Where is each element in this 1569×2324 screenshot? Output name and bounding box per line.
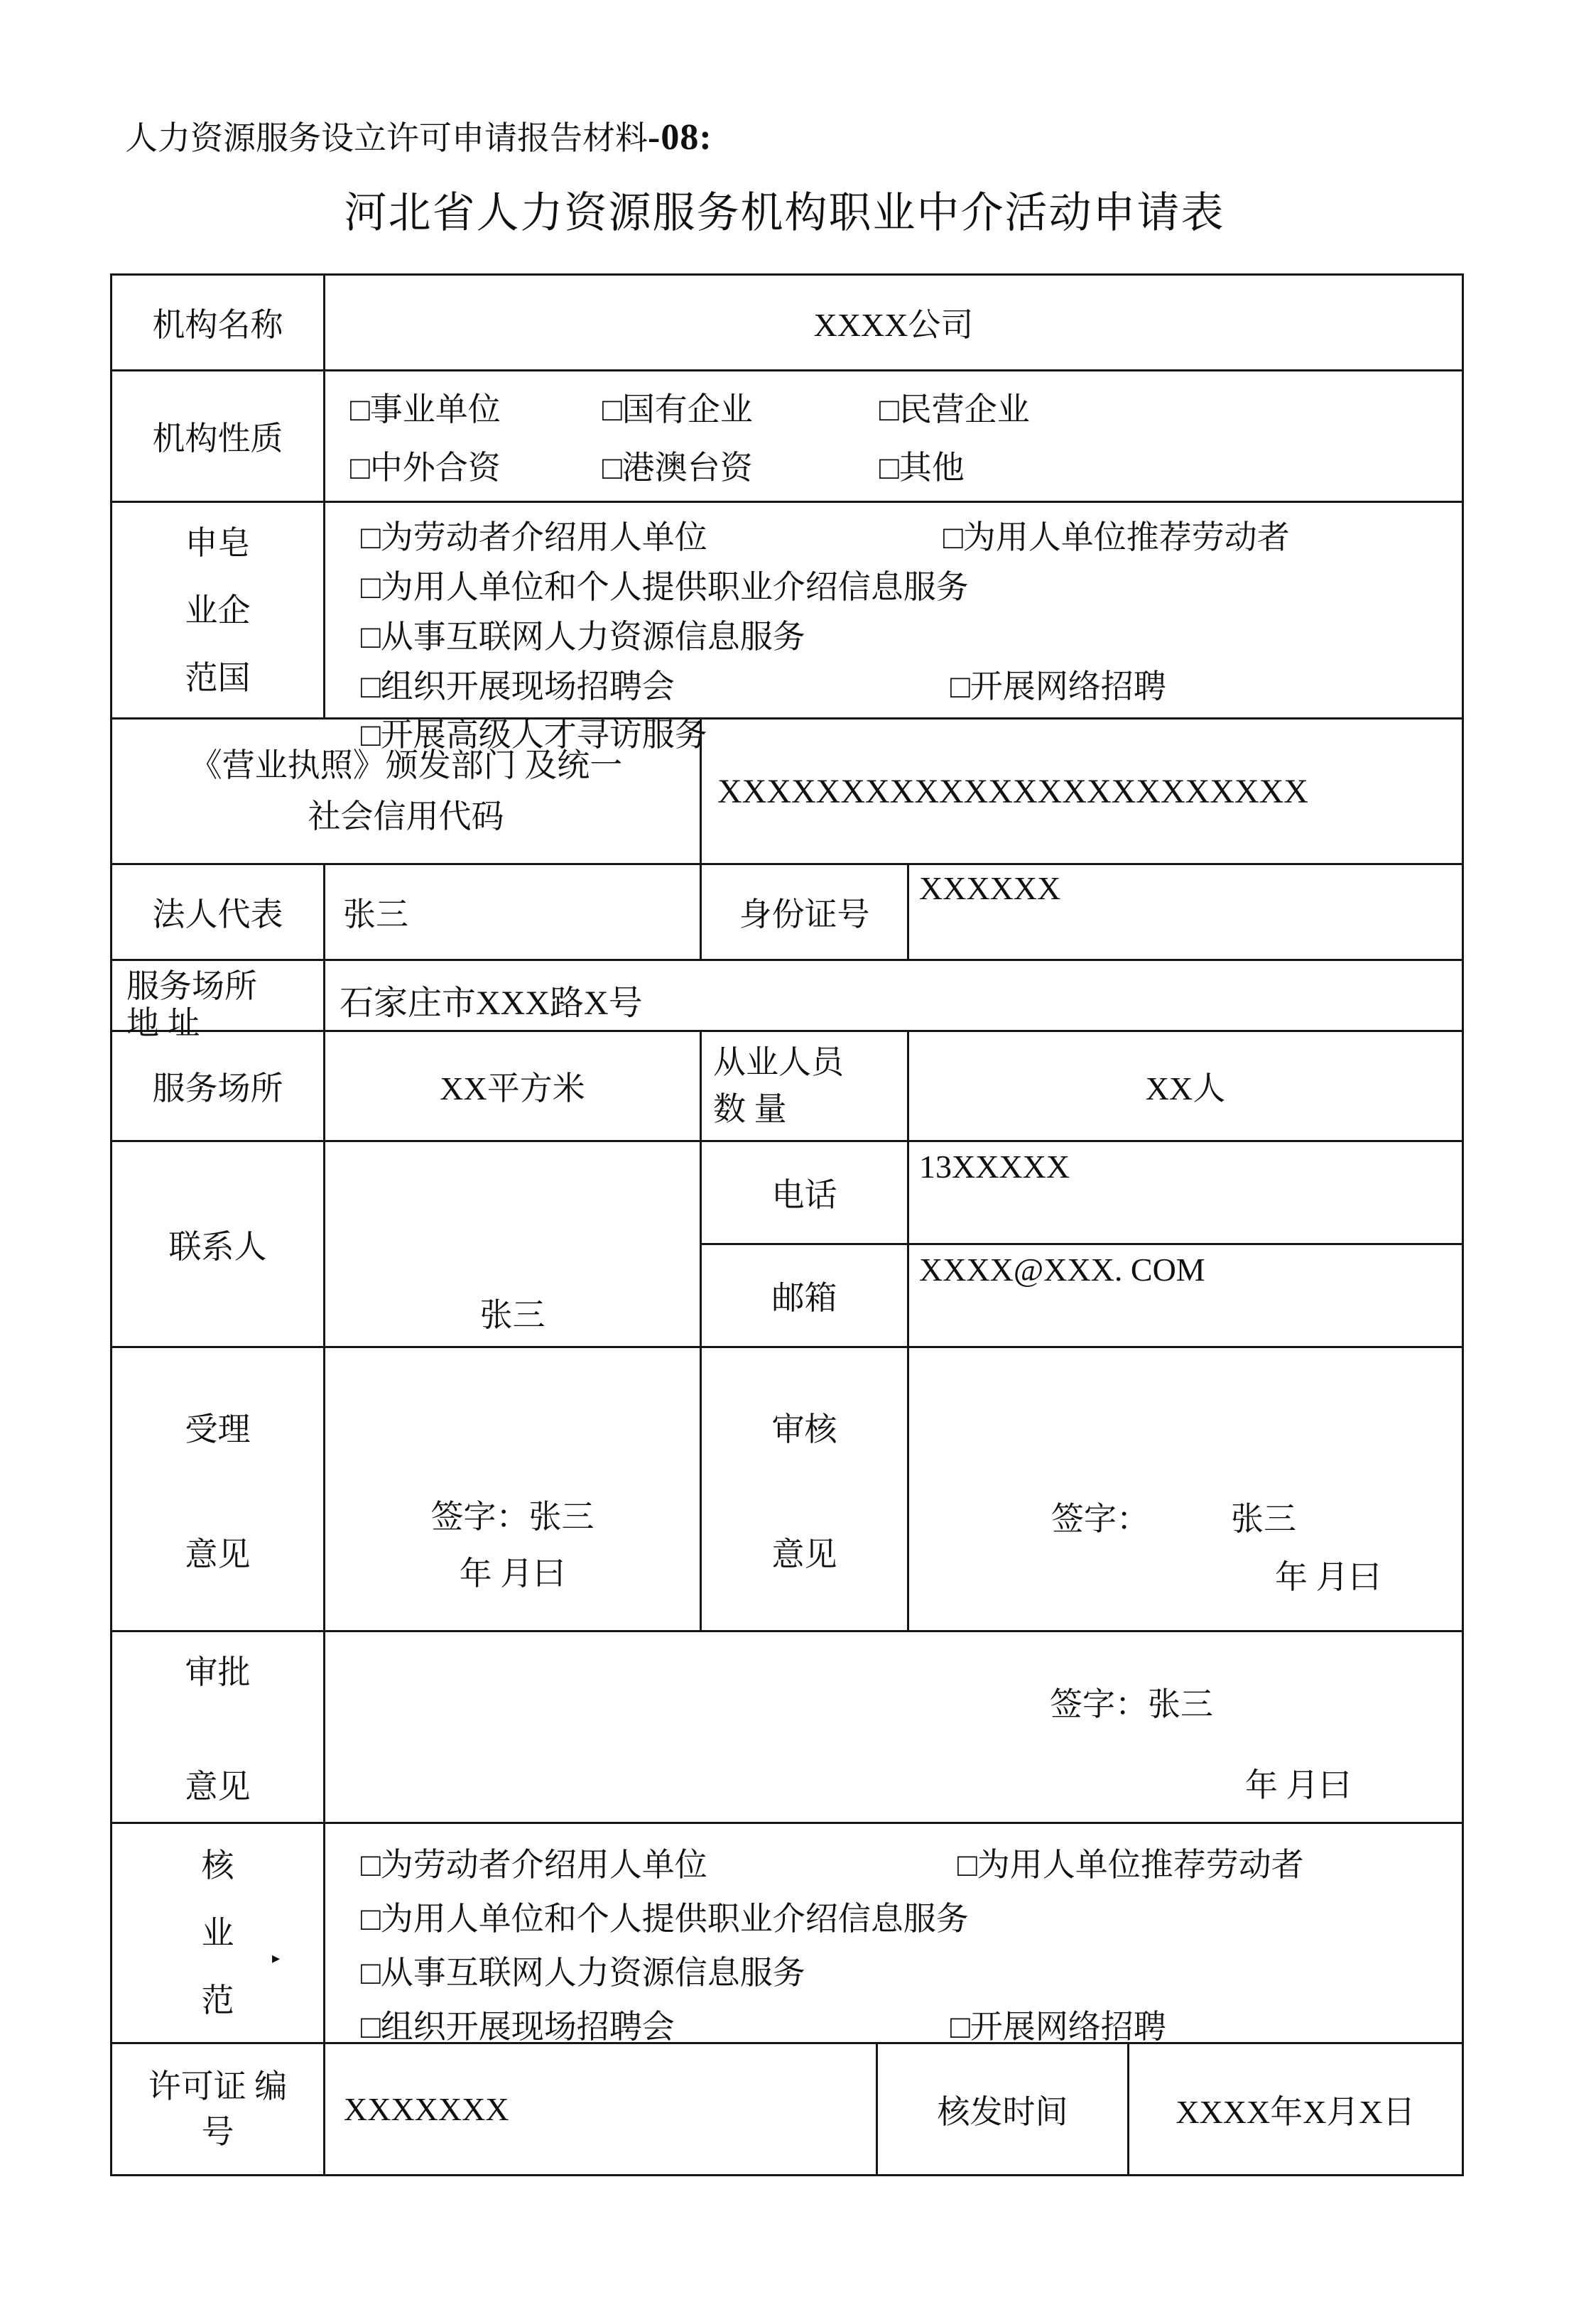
checkbox-option: □民营企业 [879, 391, 1030, 428]
service-area-value: XX平方米 [325, 1032, 702, 1140]
applied-scope-label [112, 503, 325, 717]
row-approved-scope [112, 1824, 1462, 2044]
checkbox-option: □其他 [879, 450, 965, 487]
date-line: 年 月曰 [1245, 1767, 1352, 1803]
acceptance-label [112, 1348, 325, 1630]
checkbox-option: □港澳台资 [602, 450, 753, 487]
scope-line [361, 1838, 1462, 1892]
label-line: 《营业执照》颁发部门 及统一 [189, 747, 623, 783]
label-line: 受理 [185, 1411, 251, 1448]
id-number-value: XXXXXX [919, 870, 1061, 906]
checkbox-option: □为劳动者介绍用人单位 [361, 519, 707, 555]
checkbox-option: □组织开展现场招聘会 [361, 668, 675, 705]
row-acceptance-review [112, 1348, 1462, 1632]
phone-label: 电话 [702, 1142, 909, 1243]
checkbox-option: □事业单位 [350, 391, 501, 428]
scope-line-clipped: □开展高级人才寻访服务 [361, 717, 707, 753]
row-applied-scope [112, 503, 1462, 753]
org-nature-options [325, 371, 1462, 501]
review-content [909, 1348, 1462, 1630]
org-nature-line-1 [350, 384, 1462, 430]
legal-rep-name: 张三 [343, 896, 408, 933]
service-address-value: 石家庄市XXX路X号 [340, 984, 643, 1022]
applied-scope-options [325, 503, 1462, 753]
label-line: 号 [201, 2113, 234, 2150]
row-approval [112, 1632, 1462, 1824]
acceptance-content [325, 1348, 702, 1630]
label-line: 审核 [771, 1411, 837, 1448]
material-number-suffix: -08: [648, 117, 712, 158]
scope-line [361, 612, 1462, 662]
label-line: 业 [201, 1915, 234, 1951]
checkbox-option: □为用人单位和个人提供职业介绍信息服务 [361, 569, 969, 605]
row-license-number [112, 2044, 1462, 2174]
scope-line [361, 563, 1462, 612]
checkbox-option: □为劳动者介绍用人单位 [361, 1847, 707, 1883]
org-name-label: 机构名称 [112, 276, 325, 369]
stray-mark: ▸ [272, 1949, 281, 1967]
label-line: 意见 [771, 1536, 837, 1573]
credit-code-value: XXXXXXXXXXXXXXXXXXXXXXXX [717, 772, 1308, 810]
staff-count-value: XX人 [1145, 1070, 1226, 1107]
material-number-heading [125, 112, 712, 159]
date-line: 年 月曰 [1275, 1559, 1381, 1595]
label-line: 地 址 [126, 1005, 200, 1041]
label-line: 申皂 [185, 524, 251, 561]
legal-rep-label: 法人代表 [112, 865, 325, 959]
row-legal-rep [112, 865, 1462, 961]
contact-name: 张三 [325, 1142, 702, 1346]
signature-line: 签字：张三 [430, 1499, 595, 1535]
signature-line [909, 1493, 1296, 1540]
signature-line: 签字：张三 [1050, 1686, 1213, 1722]
review-label [702, 1348, 909, 1630]
row-license-issuer [112, 720, 1462, 865]
license-number-label [112, 2044, 325, 2174]
approved-scope-label [112, 1824, 325, 2042]
issue-date-value: XXXX年X月X日 [1176, 2093, 1416, 2130]
contact-label: 联系人 [112, 1142, 325, 1346]
label-line: 意见 [185, 1769, 251, 1805]
approved-scope-options [325, 1824, 1462, 2045]
approval-content [325, 1632, 1462, 1822]
checkbox-option: □从事互联网人力资源信息服务 [361, 1955, 805, 1991]
scope-line [361, 1946, 1462, 2000]
service-area-label: 服务场所 [112, 1032, 325, 1140]
label-line: 许可证 编 [148, 2068, 288, 2105]
scope-line [361, 1892, 1462, 1946]
issue-date-label: 核发时间 [878, 2044, 1129, 2174]
scope-line [361, 513, 1462, 563]
label-line: 范国 [185, 659, 251, 696]
checkbox-option: □从事互联网人力资源信息服务 [361, 619, 805, 655]
phone-value: 13XXXXX [919, 1149, 1070, 1185]
license-number-value: XXXXXXX [325, 2044, 878, 2174]
org-name-value: XXXX公司 [813, 307, 974, 343]
date-line: 年 月曰 [459, 1555, 566, 1592]
staff-count-label [702, 1032, 909, 1140]
row-service-area [112, 1032, 1462, 1142]
checkbox-option: □组织开展现场招聘会 [361, 2009, 675, 2045]
label-line: 业企 [185, 592, 251, 629]
email-value: XXXX@XXX. COM [919, 1251, 1205, 1288]
checkbox-option: □开展网络招聘 [950, 2009, 1166, 2045]
signature-name: 张三 [1231, 1501, 1296, 1537]
row-contact [112, 1142, 1462, 1348]
label-line: 服务场所 [126, 968, 257, 1004]
row-org-name [112, 276, 1462, 371]
org-nature-label: 机构性质 [112, 371, 325, 501]
checkbox-option: □为用人单位推荐劳动者 [943, 519, 1290, 555]
row-service-address [112, 961, 1462, 1041]
license-issuer-label [112, 720, 702, 863]
label-line: 从业人员 [713, 1044, 844, 1080]
row-org-nature [112, 371, 1462, 503]
label-line: 核 [201, 1847, 234, 1884]
org-nature-line-2 [350, 442, 1462, 489]
service-address-label [112, 961, 325, 1041]
checkbox-option: □为用人单位推荐劳动者 [957, 1847, 1304, 1883]
phone-row [702, 1142, 1462, 1245]
id-number-label: 身份证号 [702, 865, 909, 959]
approval-label [112, 1632, 325, 1822]
label-line: 审批 [185, 1654, 251, 1690]
email-row [702, 1245, 1462, 1346]
email-label: 邮箱 [702, 1245, 909, 1346]
label-line: 数 量 [713, 1091, 787, 1127]
signature-caption: 签字： [1051, 1501, 1149, 1537]
checkbox-option: □开展网络招聘 [950, 668, 1166, 705]
label-line: 意见 [185, 1536, 251, 1573]
checkbox-option: □国有企业 [602, 391, 753, 428]
scope-line [361, 662, 1462, 712]
label-line: 范 [201, 1982, 234, 2019]
contact-details [702, 1142, 1462, 1346]
checkbox-option: □为用人单位和个人提供职业介绍信息服务 [361, 1901, 969, 1937]
checkbox-option: □中外合资 [350, 450, 501, 487]
form-title: 河北省人力资源服务机构职业中介活动申请表 [344, 190, 1225, 237]
material-label-text: 人力资源服务设立许可申请报告材料 [125, 120, 648, 156]
label-line: 社会信用代码 [308, 798, 504, 835]
application-form-table [110, 273, 1464, 2176]
legal-rep-value [325, 865, 702, 959]
